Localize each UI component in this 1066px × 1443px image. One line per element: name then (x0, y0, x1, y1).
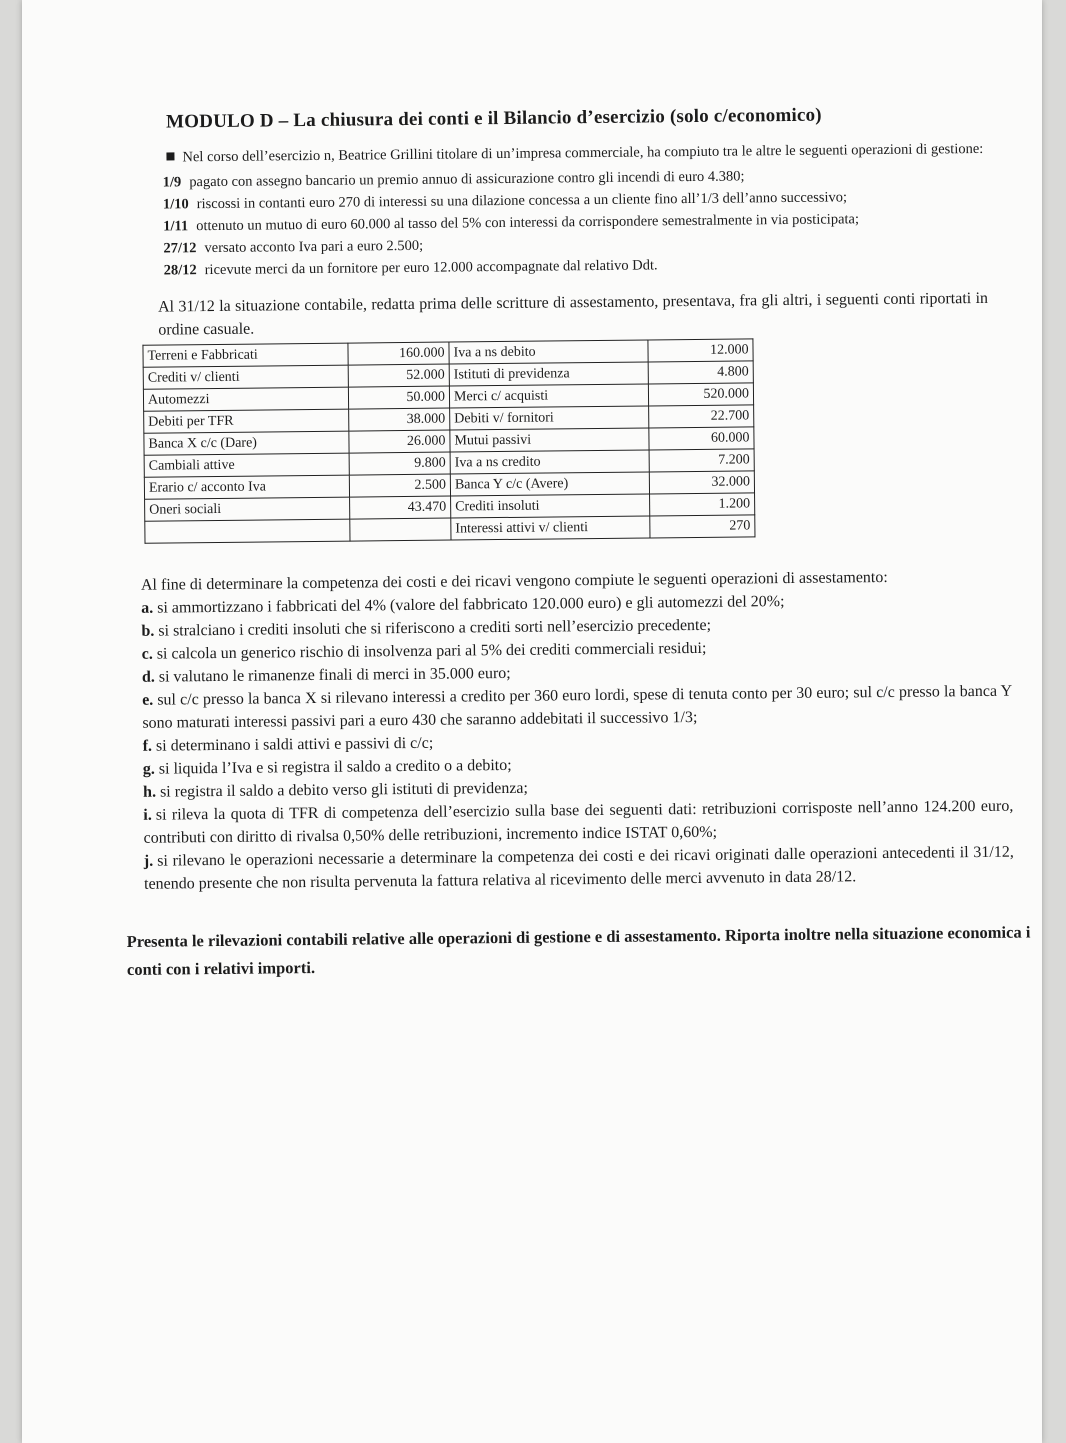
account-amount: 52.000 (348, 364, 449, 387)
operation-item: 27/12 versato acconto Iva pari a euro 2.500; (163, 237, 424, 257)
bullet-square-icon (166, 152, 174, 160)
paper-sheet (22, 0, 1042, 1443)
account-amount: 32.000 (649, 471, 754, 494)
operation-item: 1/10 riscossi in contanti euro 270 di interessi su una dilazione concessa a un cliente fino all’1/3 dell’anno successivo; (162, 189, 848, 213)
account-amount: 270 (650, 515, 755, 538)
operations-list (163, 164, 1000, 282)
assestamento-item: a. si ammortizzano i fabbricati del 4% (valore del fabbricato 120.000 euro) e gli automezzi del 20%; (141, 593, 785, 617)
account-amount: 7.200 (649, 449, 754, 472)
account-amount: 60.000 (649, 427, 754, 450)
account-name (145, 519, 350, 543)
assestamento-item: h. si registra il saldo a debito verso gli istituti di previdenza; (143, 779, 529, 801)
account-name: Interessi attivi v/ clienti (451, 516, 650, 540)
assestamento-item: i. si rileva la quota di TFR di competenza dell’esercizio sulla base dei seguenti dati: retribuzioni corrisposte nell’anno 124.200 euro, contributi con diritto di rivalsa 0,50% delle retribuzioni, incremento indice ISTAT 0,60%; (143, 797, 1014, 847)
account-name: Iva a ns credito (450, 450, 649, 474)
assestamento-item: g. si liquida l’Iva e si registra il saldo a credito o a debito; (142, 756, 512, 778)
account-name: Banca Y c/c (Avere) (450, 472, 649, 496)
assestamento-item: e. sul c/c presso la banca X si rilevano interessi a credito per 360 euro lordi, spese di tenuta conto per 30 euro; sul c/c presso la banca Y sono maturati interessi passivi pari a euro 430 che saranno addebitati il successivo 1/3; (142, 682, 1013, 732)
account-name: Oneri sociali (145, 497, 350, 521)
account-amount: 38.000 (349, 408, 450, 431)
operation-item: 28/12 ricevute merci da un fornitore per euro 12.000 accompagnate dal relativo Ddt. (163, 257, 658, 279)
account-name: Istituti di previdenza (449, 362, 648, 386)
account-name: Debiti v/ fornitori (450, 406, 649, 430)
account-name: Automezzi (143, 387, 348, 411)
account-amount: 160.000 (348, 342, 449, 365)
account-amount: 22.700 (649, 405, 754, 428)
assestamento-section (141, 565, 1014, 896)
account-amount: 4.800 (648, 361, 753, 384)
account-amount: 9.800 (349, 452, 450, 475)
page-title: MODULO D – La chiusura dei conti e il Bilancio d’esercizio (solo c/economico) (165, 104, 822, 133)
account-amount (350, 518, 451, 541)
final-instruction: Presenta le rilevazioni contabili relative alle operazioni di gestione e di assestamento. Riporta inoltre nella situazione economica i conti con i relativi importi. (126, 922, 1031, 979)
account-name: Debiti per TFR (144, 409, 349, 433)
assestamento-item: b. si stralciano i crediti insoluti che si riferiscono a crediti sorti nell’esercizio precedente; (141, 616, 712, 640)
situation-paragraph: Al 31/12 la situazione contabile, redatta prima delle scritture di assestamento, presentava, fra gli altri, i seguenti conti riportati in ordine casuale. (157, 289, 989, 339)
account-name: Terreni e Fabbricati (143, 343, 348, 367)
assestamento-intro: Al fine di determinare la competenza dei costi e dei ricavi vengono compiute le seguenti operazioni di assestamento: (140, 568, 888, 594)
account-amount: 26.000 (349, 430, 450, 453)
operation-item: 1/9 pagato con assegno bancario un premio annuo di assicurazione contro gli incendi di euro 4.380; (162, 168, 745, 191)
account-name: Iva a ns debito (449, 340, 648, 364)
account-name: Merci c/ acquisti (449, 384, 648, 408)
account-amount: 520.000 (648, 383, 753, 406)
account-name: Crediti insoluti (451, 494, 650, 518)
account-amount: 12.000 (648, 339, 753, 362)
account-amount: 2.500 (349, 474, 450, 497)
assestamento-item: d. si valutano le rimanenze finali di merci in 35.000 euro; (141, 664, 511, 686)
assestamento-item: c. si calcola un generico rischio di insolvenza pari al 5% dei crediti commerciali residui; (141, 639, 707, 663)
accounts-table (142, 338, 755, 543)
account-name: Cambiali attive (144, 453, 349, 477)
account-amount: 1.200 (650, 493, 755, 516)
operation-item: 1/11 ottenuto un mutuo di euro 60.000 al tasso del 5% con interessi da corrispondere semestralmente in via posticipata; (163, 211, 860, 235)
assestamento-item: j. si rilevano le operazioni necessarie a determinare la competenza dei costi e dei ricavi originati dalle operazioni antecedenti il 31/12, tenendo presente che non risulta pervenuta la fattura relativa al ricevimento delle merci avvenuto in data 28/12. (143, 843, 1014, 893)
account-name: Erario c/ acconto Iva (144, 475, 349, 499)
account-name: Mutui passivi (450, 428, 649, 452)
assestamento-item: f. si determinano i saldi attivi e passivi di c/c; (142, 734, 434, 755)
document-content (118, 103, 1031, 984)
account-name: Crediti v/ clienti (143, 365, 348, 389)
account-amount: 43.470 (350, 496, 451, 519)
intro-paragraph: Nel corso dell’esercizio n, Beatrice Grillini titolare di un’impresa commerciale, ha compiuto tra le altre le seguenti operazioni di gestione: (166, 139, 998, 169)
account-amount: 50.000 (348, 386, 449, 409)
account-name: Banca X c/c (Dare) (144, 431, 349, 455)
